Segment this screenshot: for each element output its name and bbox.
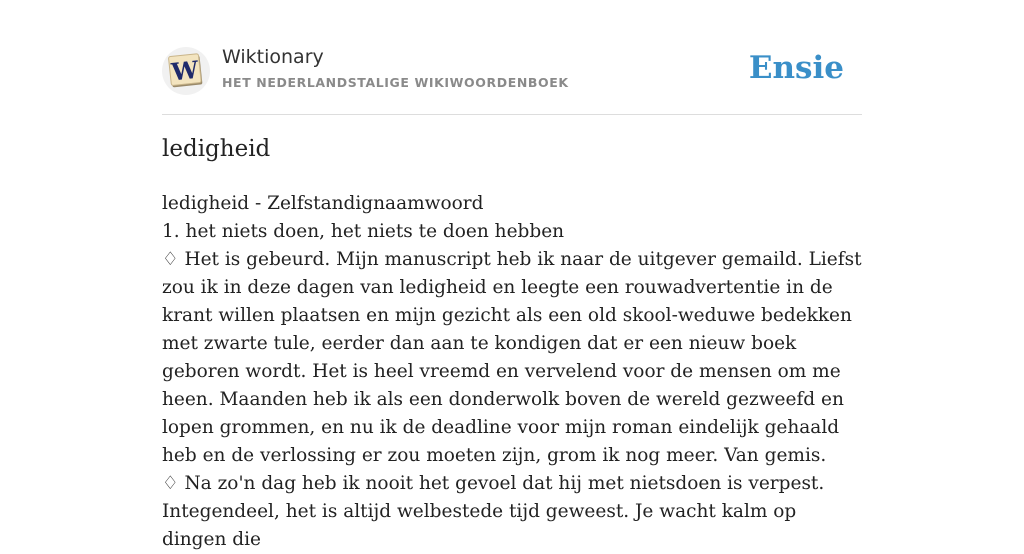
example-quote: ♢ Het is gebeurd. Mijn manuscript heb ik naar de uitgever gemaild. Liefst zou ik in deze dagen van ledigheid en leegte een rouwadvertentie in de krant willen plaatsen en mijn gezicht als een old skool-weduwe bedekken met zwarte tule, eerder dan aan te kondigen dat er een nieuw boek geboren wordt. Het is heel vreemd en vervelend voor de mensen om me heen. Maanden heb ik als een donderwolk boven de wereld gezweefd en lopen grommen, en nu ik de deadline voor mijn roman eindelijk gehaald heb en de verlossing er zou moeten zijn, grom ik nog meer. Van gemis. (162, 249, 862, 466)
example-quote: ♢ Na zo'n dag heb ik nooit het gevoel dat hij met nietsdoen is verpest. Integendeel, het is altijd welbestede tijd geweest. Je wacht kalm op dingen die (162, 473, 825, 550)
logo-letter: W (170, 54, 200, 87)
logo-tile-graphic (162, 47, 210, 95)
page (162, 0, 862, 550)
page-title: ledigheid (162, 136, 271, 162)
definition-header: ledigheid - Zelfstandignaamwoord (162, 193, 484, 214)
wiktionary-logo-icon[interactable] (162, 47, 210, 95)
site-subtitle: HET NEDERLANDSTALIGE WIKIWOORDENBOEK (222, 75, 569, 90)
ensie-brand-link[interactable]: Ensie (748, 50, 844, 86)
sense-item: 1. het niets doen, het niets te doen hebben (162, 221, 565, 242)
site-title[interactable]: Wiktionary (222, 46, 324, 68)
entry-content (162, 190, 862, 554)
site-header (162, 44, 862, 115)
